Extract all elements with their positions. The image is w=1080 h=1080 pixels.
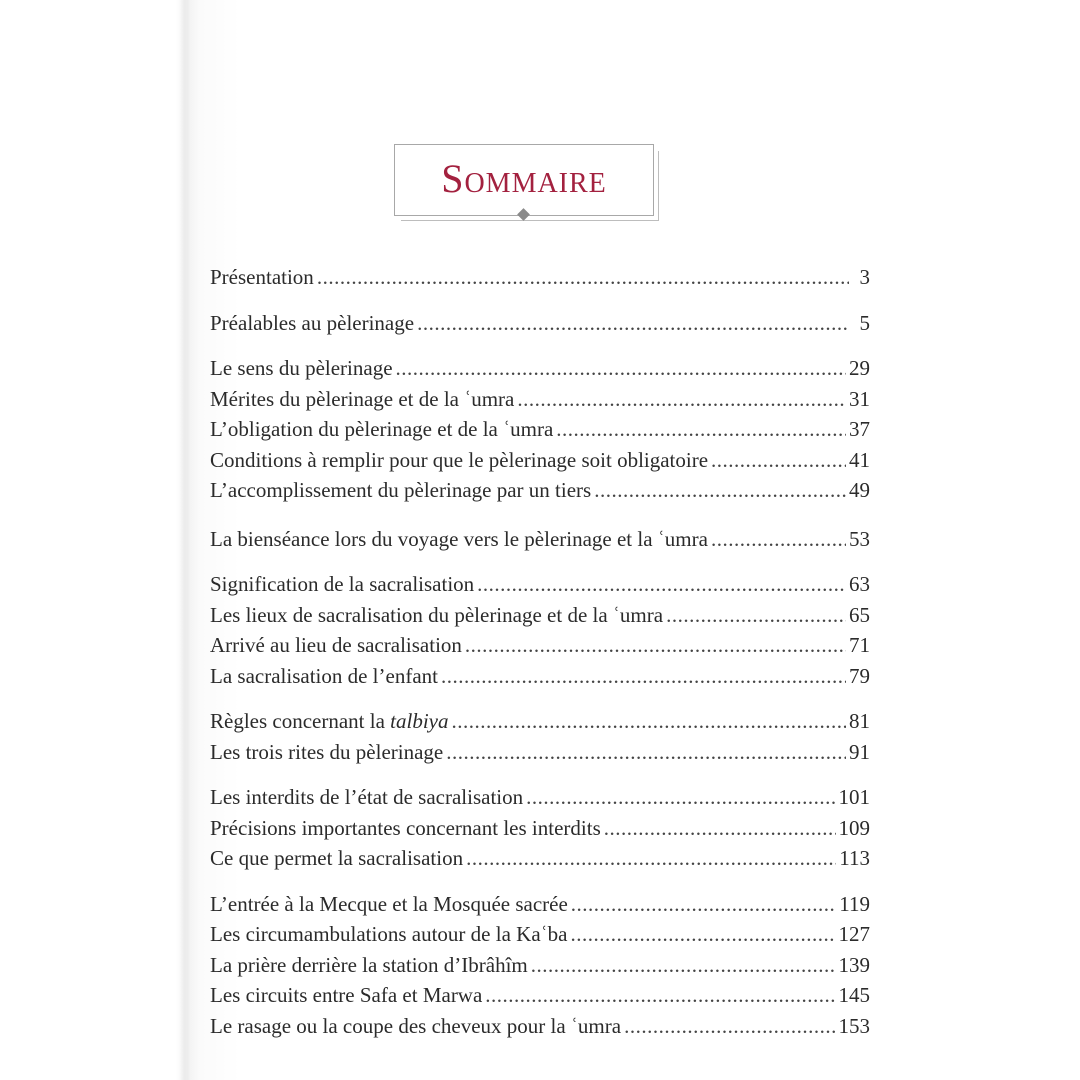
toc-entry-page: 53	[849, 526, 870, 551]
dot-leader	[571, 889, 836, 920]
dot-leader	[711, 524, 846, 555]
toc-entry	[210, 980, 870, 1011]
toc-entry	[210, 445, 870, 476]
toc-entry	[210, 600, 870, 631]
toc-entry-title	[210, 706, 449, 737]
toc-entry-page: 91	[849, 739, 870, 764]
dot-leader	[526, 782, 835, 813]
page-title: Sommaire	[441, 156, 607, 201]
toc-entry-title: Signification de la sacralisation	[210, 572, 475, 596]
toc-entry-page: 63	[849, 572, 870, 596]
toc-spacer	[210, 554, 870, 569]
dot-leader	[604, 813, 836, 844]
toc-entry-title: Ce que permet la sacralisation	[210, 846, 464, 870]
toc-entry	[210, 524, 870, 555]
toc-entry	[210, 813, 870, 844]
toc-entry-page: 5	[859, 310, 870, 335]
toc-entry-title: Présentation	[210, 265, 314, 289]
toc-entry-page: 101	[838, 785, 870, 809]
toc-entry-page: 29	[849, 356, 870, 380]
toc-spacer	[210, 506, 870, 524]
toc-entry-title: Conditions à remplir pour que le pèlerinage soit obligatoire	[210, 447, 709, 472]
spine-shadow	[176, 0, 190, 1080]
toc-entry-title: L’accomplissement du pèlerinage par un tiers	[210, 478, 592, 502]
dot-leader	[517, 384, 846, 415]
toc-entry-page: 109	[838, 815, 870, 840]
dot-leader	[624, 1011, 835, 1042]
toc-entry-title: Les interdits de l’état de sacralisation	[210, 785, 524, 809]
toc-entry-title: Préalables au pèlerinage	[210, 310, 415, 335]
toc-entry-page: 79	[849, 663, 870, 688]
toc-entry-title-italic: talbiya	[390, 709, 449, 733]
toc-entry-title: L’obligation du pèlerinage et de la ʿumra	[210, 417, 554, 441]
table-of-contents	[210, 262, 870, 1041]
dot-leader	[446, 737, 846, 768]
toc-entry	[210, 414, 870, 445]
toc-entry	[210, 782, 870, 813]
toc-entry-page: 127	[838, 922, 870, 946]
dot-leader	[485, 980, 835, 1011]
toc-entry-title: Précisions importantes concernant les interdits	[210, 815, 601, 840]
dot-leader	[570, 919, 835, 950]
toc-entry-page: 81	[849, 709, 870, 733]
toc-entry	[210, 919, 870, 950]
toc-spacer	[210, 293, 870, 308]
toc-entry	[210, 661, 870, 692]
toc-entry-page: 119	[839, 891, 870, 916]
toc-entry	[210, 569, 870, 600]
toc-entry	[210, 843, 870, 874]
toc-entry-page: 65	[849, 602, 870, 627]
dot-leader	[452, 706, 847, 737]
toc-entry-title: Les circumambulations autour de la Kaʿba	[210, 922, 568, 946]
toc-entry-page: 113	[839, 846, 870, 870]
toc-spacer	[210, 874, 870, 889]
toc-entry	[210, 737, 870, 768]
dot-leader	[556, 414, 846, 445]
toc-entry-title-prefix: Règles concernant la	[210, 709, 391, 733]
dot-leader	[317, 262, 849, 293]
dot-leader	[477, 569, 846, 600]
toc-entry-title: Mérites du pèlerinage et de la ʿumra	[210, 386, 515, 411]
toc-entry	[210, 630, 870, 661]
toc-entry-page: 49	[849, 478, 870, 502]
toc-entry-title: Les lieux de sacralisation du pèlerinage et de la ʿumra	[210, 602, 664, 627]
toc-entry	[210, 1011, 870, 1042]
toc-entry	[210, 475, 870, 506]
toc-entry	[210, 950, 870, 981]
toc-entry-page: 139	[838, 952, 870, 977]
toc-entry	[210, 353, 870, 384]
toc-entry-page: 31	[849, 386, 870, 411]
toc-entry-title: Le sens du pèlerinage	[210, 356, 393, 380]
toc-entry-title: Le rasage ou la coupe des cheveux pour la ʿumra	[210, 1013, 622, 1038]
toc-spacer	[210, 338, 870, 353]
toc-entry	[210, 262, 870, 293]
toc-entry	[210, 706, 870, 737]
toc-entry-title: L’entrée à la Mecque et la Mosquée sacrée	[210, 891, 568, 916]
toc-entry-page: 3	[859, 265, 870, 289]
dot-leader	[466, 843, 836, 874]
dot-leader	[531, 950, 836, 981]
toc-entry-title: Arrivé au lieu de sacralisation	[210, 633, 462, 657]
title-frame	[394, 144, 654, 216]
toc-spacer	[210, 767, 870, 782]
dot-leader	[441, 661, 846, 692]
dot-leader	[417, 308, 849, 339]
toc-entry-page: 71	[849, 633, 870, 657]
dot-leader	[396, 353, 846, 384]
toc-entry-page: 153	[838, 1013, 870, 1038]
toc-entry-title: Les trois rites du pèlerinage	[210, 739, 444, 764]
dot-leader	[465, 630, 846, 661]
dot-leader	[594, 475, 846, 506]
toc-entry-page: 145	[838, 983, 870, 1007]
toc-entry-title: La prière derrière la station d’Ibrâhîm	[210, 952, 528, 977]
dot-leader	[711, 445, 846, 476]
toc-spacer	[210, 691, 870, 706]
toc-entry-title: Les circuits entre Safa et Marwa	[210, 983, 483, 1007]
toc-entry	[210, 308, 870, 339]
toc-entry	[210, 384, 870, 415]
toc-entry-page: 41	[849, 447, 870, 472]
dot-leader	[666, 600, 846, 631]
toc-entry-title: La bienséance lors du voyage vers le pèlerinage et la ʿumra	[210, 526, 708, 551]
toc-entry-page: 37	[849, 417, 870, 441]
toc-entry	[210, 889, 870, 920]
toc-entry-title: La sacralisation de l’enfant	[210, 663, 438, 688]
